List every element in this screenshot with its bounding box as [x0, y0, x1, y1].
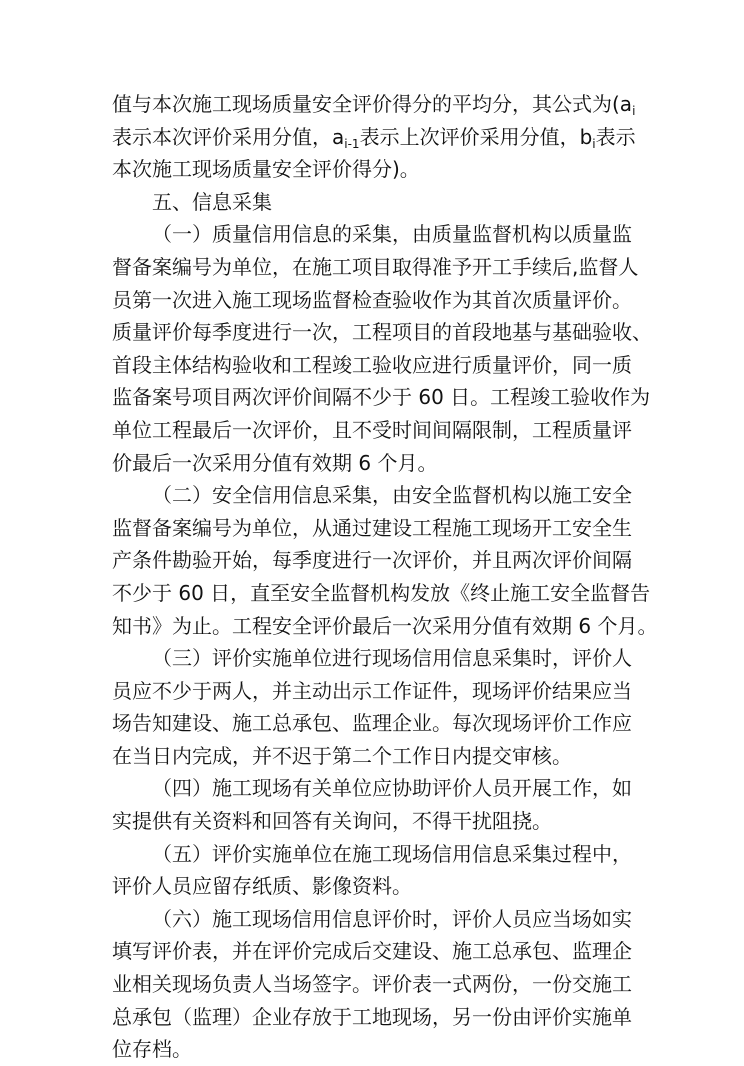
paragraph-line: 督备案编号为单位，在施工项目取得准予开工手续后,监督人 — [112, 254, 639, 279]
subscript: i — [592, 136, 596, 151]
paragraph-1 — [112, 218, 652, 479]
paragraph-6 — [112, 903, 636, 1066]
paragraph-line: 单位工程最后一次评价，且不受时间间隔限制，工程质量评 — [112, 417, 632, 442]
paragraph-2 — [112, 479, 658, 642]
intro-line-3: 本次施工现场质量安全评价得分)。 — [112, 157, 420, 182]
paragraph-line: 总承包（监理）企业存放于工地现场，另一份由评价实施单 — [112, 1004, 632, 1029]
paragraph-line: 业相关现场负责人当场签字。评价表一式两份，一份交施工 — [112, 972, 632, 997]
subscript: i — [632, 104, 636, 118]
paragraph-line: 监督备案编号为单位，从通过建设工程施工现场开工安全生 — [112, 515, 632, 540]
paragraph-line: （四）施工现场有关单位应协助评价人员开展工作，如 — [152, 776, 632, 801]
paragraph-3 — [112, 642, 636, 772]
paragraph-line: （三）评价实施单位进行现场信用信息采集时，评价人 — [152, 646, 632, 671]
intro-text: 表示 — [595, 124, 636, 149]
paragraph-line: 知书》为止。工程安全评价最后一次采用分值有效期 6 个月。 — [112, 613, 658, 638]
intro-text: 值与本次施工现场质量安全评价得分的平均分，其公式为(a — [112, 92, 633, 116]
section-heading: 五、信息采集 — [152, 189, 272, 214]
paragraph-line: 实提供有关资料和回答有关询问，不得干扰阻挠。 — [112, 809, 552, 834]
intro-text: 表示上次评价采用分值，b — [359, 124, 593, 149]
paragraph-line: （二）安全信用信息采集，由安全监督机构以施工安全 — [152, 483, 632, 508]
paragraph-4 — [112, 772, 636, 837]
paragraph-line: 质量评价每季度进行一次，工程项目的首段地基与基础验收、 — [112, 320, 652, 345]
paragraph-line: 产条件勘验开始，每季度进行一次评价，并且两次评价间隔 — [112, 548, 632, 573]
paragraph-line: 位存档。 — [112, 1037, 192, 1062]
paragraph-line: （六）施工现场信用信息评价时，评价人员应当场如实 — [152, 906, 632, 931]
paragraph-line: 价最后一次采用分值有效期 6 个月。 — [112, 450, 438, 475]
paragraph-line: （五）评价实施单位在施工现场信用信息采集过程中， — [152, 841, 632, 866]
intro-line-2 — [112, 121, 636, 154]
paragraph-line: 员应不少于两人，并主动出示工作证件，现场评价结果应当 — [112, 678, 632, 703]
document-page — [112, 88, 658, 1066]
paragraph-line: 员第一次进入施工现场监督检查验收作为其首次质量评价。 — [112, 287, 632, 312]
paragraph-line: 在当日内完成，并不迟于第二个工作日内提交审核。 — [112, 743, 572, 768]
intro-text: 表示本次评价采用分值，a — [112, 124, 345, 149]
paragraph-line: 首段主体结构验收和工程竣工验收应进行质量评价，同一质 — [112, 352, 632, 377]
paragraph-line: 监备案号项目两次评价间隔不少于 60 日。工程竣工验收作为 — [112, 385, 651, 410]
paragraph-line: 评价人员应留存纸质、影像资料。 — [112, 874, 412, 899]
intro-line-1 — [112, 88, 636, 121]
paragraph-line: （一）质量信用信息的采集，由质量监督机构以质量监 — [152, 222, 632, 247]
paragraph-line: 场告知建设、施工总承包、监理企业。每次现场评价工作应 — [112, 711, 632, 736]
paragraph-line: 填写评价表，并在评价完成后交建设、施工总承包、监理企 — [112, 939, 632, 964]
paragraph-line: 不少于 60 日，直至安全监督机构发放《终止施工安全监督告 — [112, 580, 651, 605]
paragraph-5 — [112, 838, 636, 903]
subscript: i-1 — [344, 136, 360, 151]
